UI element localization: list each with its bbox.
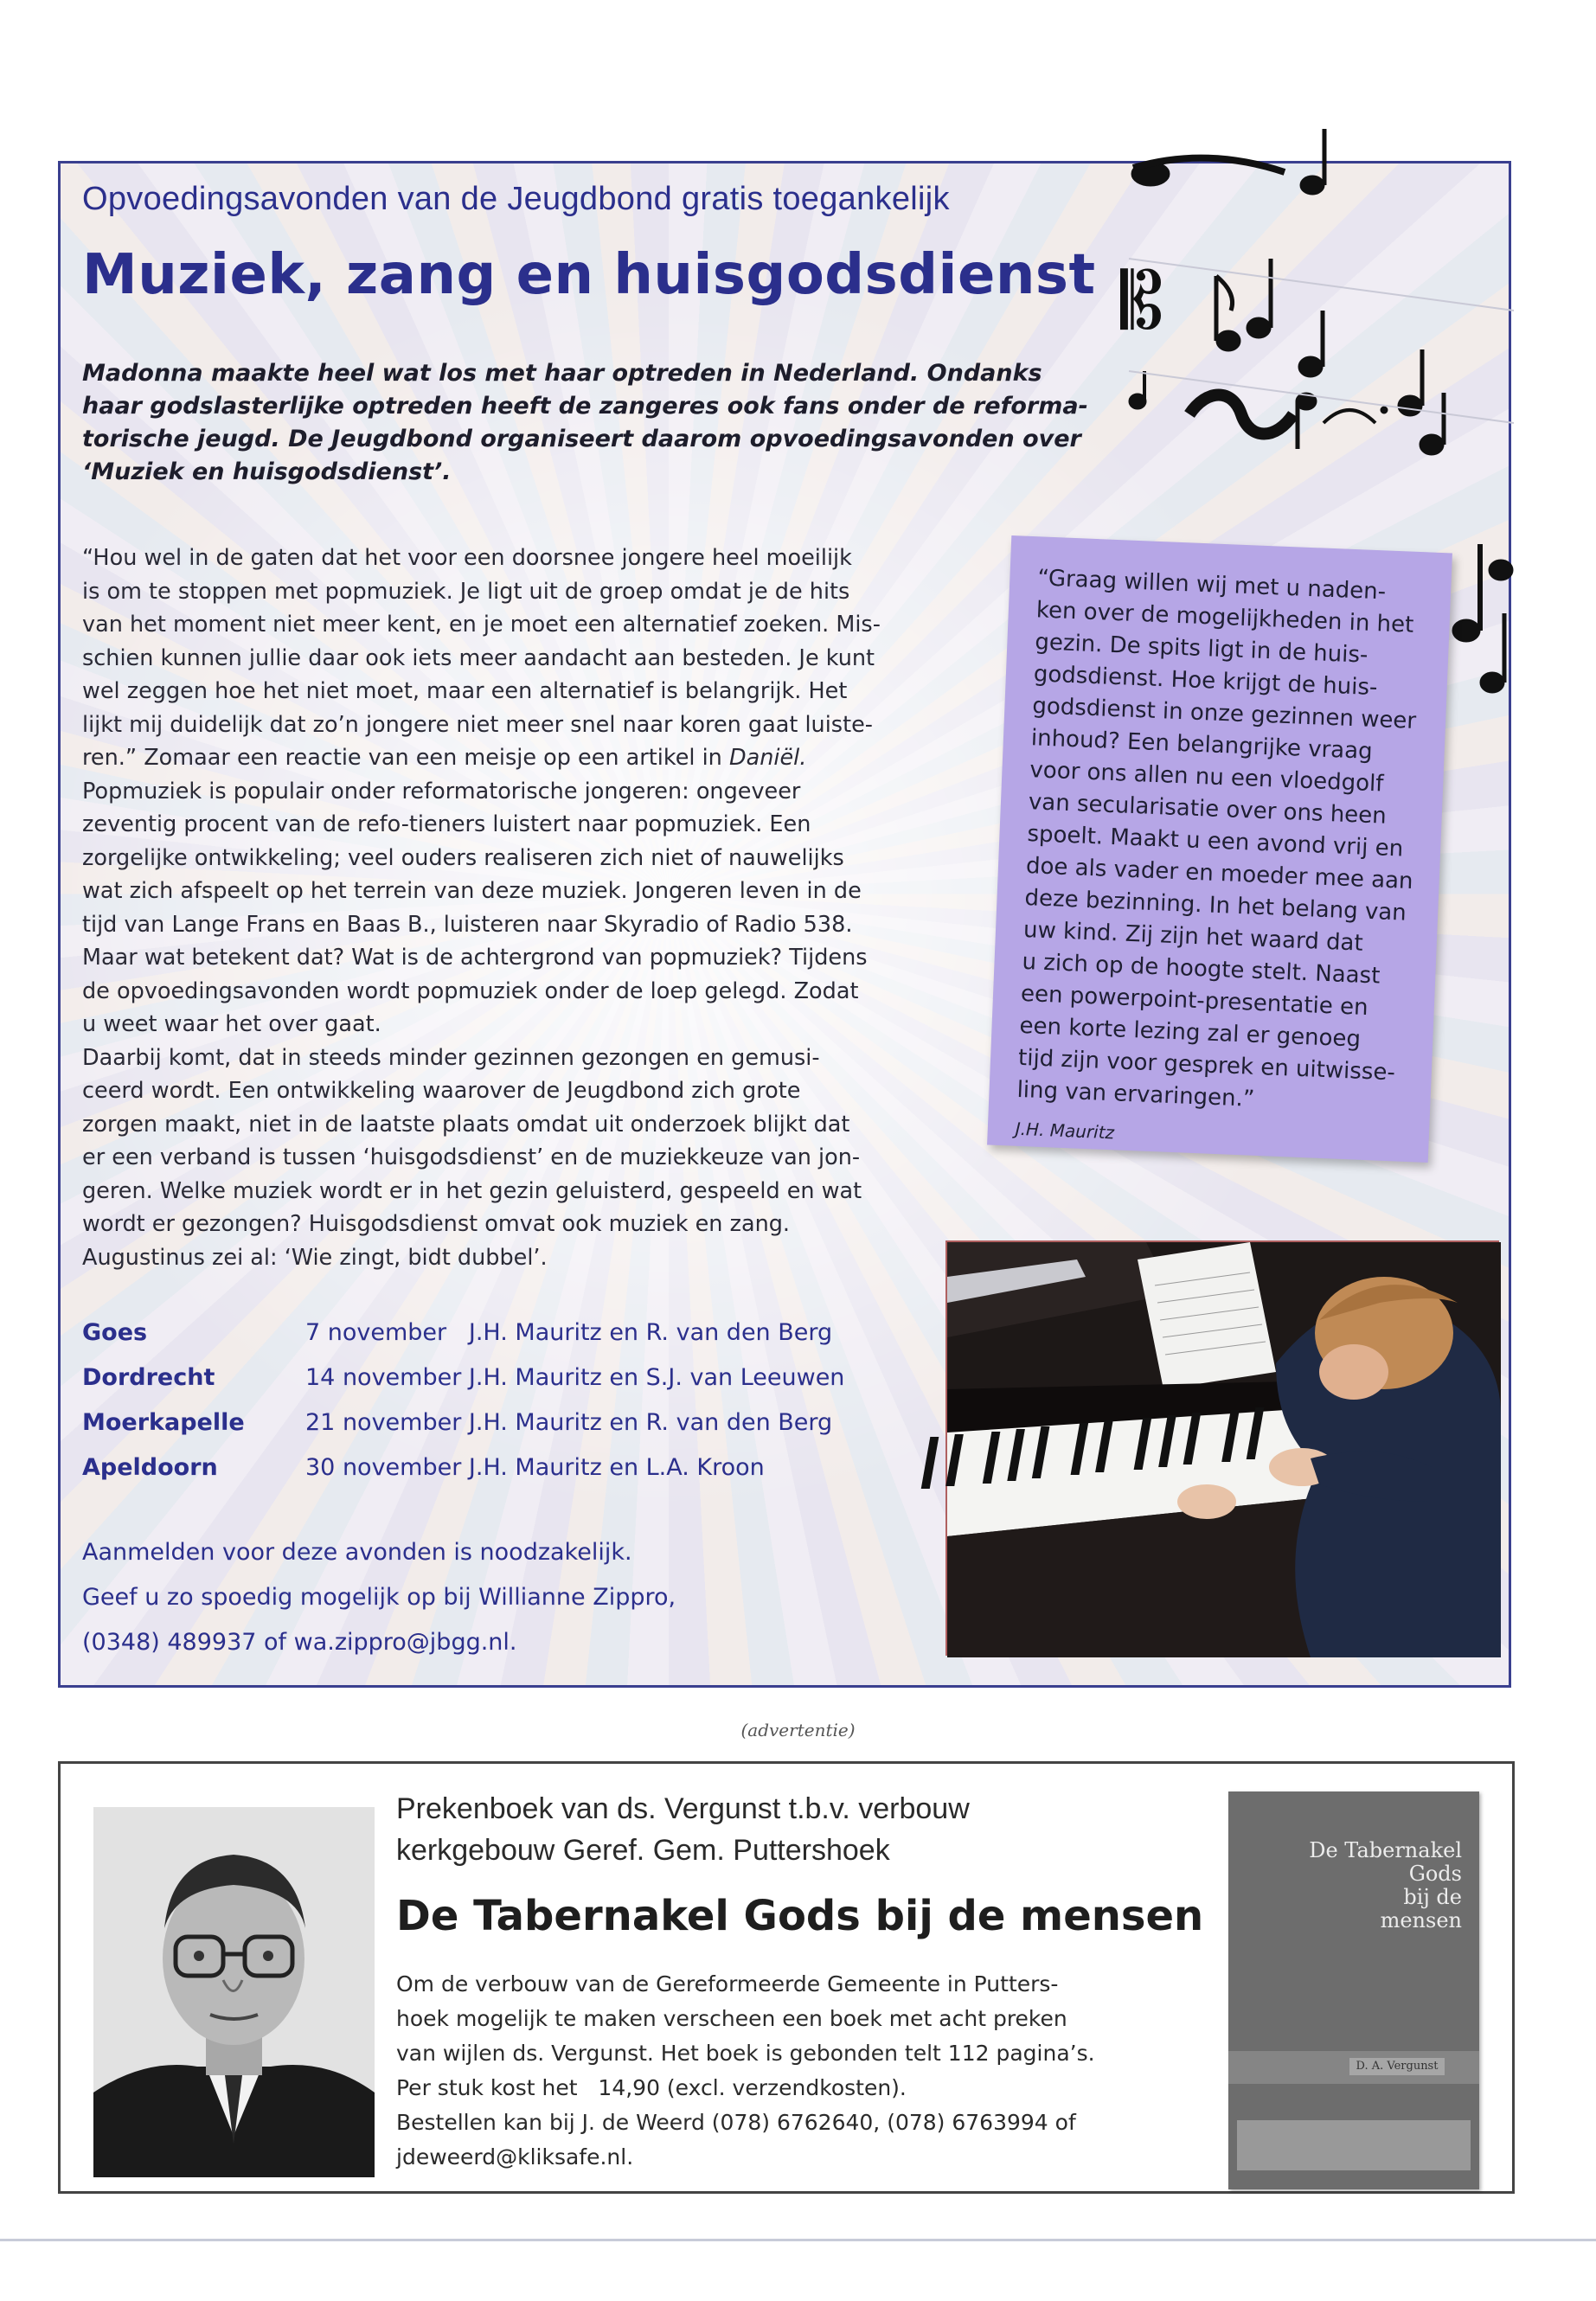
portrait-photo bbox=[93, 1807, 375, 2177]
ad-body-line: Bestellen kan bij J. de Weerd (078) 6762640, (078) 6763994 of bbox=[396, 2110, 1076, 2135]
body-line: Maar wat betekent dat? Wat is de achtergrond van popmuziek? Tijdens bbox=[82, 945, 868, 971]
book-cover bbox=[1228, 1791, 1479, 2189]
body-line: wel zeggen hoe het niet moet, maar een alternatief is belangrijk. Het bbox=[82, 678, 848, 704]
schedule-info: 21 november J.H. Mauritz en R. van den Berg bbox=[305, 1408, 833, 1436]
schedule-row bbox=[82, 1355, 965, 1400]
book-cover-author: D. A. Vergunst bbox=[1349, 2058, 1445, 2075]
headline: Muziek, zang en huisgodsdienst bbox=[82, 243, 1096, 307]
register-line: Aanmelden voor deze avonden is noodzakelijk. bbox=[82, 1539, 632, 1566]
body-line: “Hou wel in de gaten dat het voor een doorsnee jongere heel moeilijk bbox=[82, 545, 852, 571]
body-line: Popmuziek is populair onder reformatorische jongeren: ongeveer bbox=[82, 778, 801, 804]
quote-line: gezin. De spits ligt in de huis- bbox=[1034, 629, 1368, 669]
quote-line: van secularisatie over ons heen bbox=[1028, 789, 1388, 830]
ad-body-line: Per stuk kost het 14,90 (excl. verzendkosten). bbox=[396, 2075, 907, 2100]
schedule-info: 14 november J.H. Mauritz en S.J. van Leeuwen bbox=[305, 1363, 845, 1391]
body-line: geren. Welke muziek wordt er in het gezin geluisterd, gespeeld en wat bbox=[82, 1177, 862, 1204]
quote-line: een korte lezing zal er genoeg bbox=[1019, 1012, 1362, 1053]
schedule-list bbox=[82, 1310, 965, 1490]
advertisement-box bbox=[58, 1761, 1515, 2194]
intro-line: torische jeugd. De Jeugdbond organiseert daarom opvoedingsavonden over bbox=[82, 426, 1081, 452]
body-line: zeventig procent van de refo-tieners luistert naar popmuziek. Een bbox=[82, 811, 811, 837]
body-line: zorgelijke ontwikkeling; veel ouders realiseren zich niet of nauwelijks bbox=[82, 844, 844, 871]
body-line: zorgen maakt, niet in de laatste plaats omdat uit onderzoek blijkt dat bbox=[82, 1111, 850, 1138]
schedule-city: Moerkapelle bbox=[82, 1408, 245, 1436]
ad-body-line: jdeweerd@kliksafe.nl. bbox=[396, 2144, 634, 2170]
quote-line: inhoud? Een belangrijke vraag bbox=[1030, 725, 1374, 765]
article-box bbox=[58, 161, 1511, 1688]
ad-body-line: Om de verbouw van de Gereformeerde Gemeente in Putters- bbox=[396, 1971, 1059, 1997]
body-line: wat zich afspeelt op het terrein van deze muziek. Jongeren leven in de bbox=[82, 878, 862, 904]
quote-line: u zich op de hoogte stelt. Naast bbox=[1021, 948, 1381, 990]
body-text bbox=[82, 542, 969, 1274]
intro-line: ‘Muziek en huisgodsdienst’. bbox=[82, 458, 452, 485]
body-line: schien kunnen jullie daar ook iets meer aandacht aan besteden. Je kunt bbox=[82, 644, 875, 671]
schedule-row bbox=[82, 1445, 965, 1490]
quote-line: godsdienst. Hoe krijgt de huis- bbox=[1033, 661, 1378, 702]
quote-line: spoelt. Maakt u een avond vrij en bbox=[1026, 821, 1404, 862]
ad-body-line: van wijlen ds. Vergunst. Het boek is gebonden telt 112 pagina’s. bbox=[396, 2041, 1095, 2066]
magazine-name: Daniël. bbox=[728, 745, 807, 771]
ad-title: De Tabernakel Gods bij de mensen bbox=[396, 1892, 1204, 1940]
body-line: de opvoedingsavonden wordt popmuziek onder de loep gelegd. Zodat bbox=[82, 977, 859, 1004]
body-line: lijkt mij duidelijk dat zo’n jongere niet meer snel naar koren gaat luiste- bbox=[82, 711, 873, 738]
quote-line: ken over de mogelijkheden in het bbox=[1035, 597, 1414, 638]
ad-body bbox=[396, 1967, 1192, 2175]
schedule-info: 30 november J.H. Mauritz en L.A. Kroon bbox=[305, 1453, 765, 1481]
body-line: ceerd wordt. Een ontwikkeling waarover de Jeugdbond zich grote bbox=[82, 1078, 801, 1104]
ad-subtitle bbox=[396, 1788, 1175, 1871]
schedule-info: 7 november J.H. Mauritz en R. van den Berg bbox=[305, 1318, 833, 1346]
schedule-row bbox=[82, 1310, 965, 1355]
quote-line: een powerpoint-presentatie en bbox=[1020, 980, 1369, 1022]
quote-line: doe als vader en moeder mee aan bbox=[1025, 853, 1414, 894]
quote-line: deze bezinning. In het belang van bbox=[1023, 885, 1407, 926]
body-line: van het moment niet meer kent, en je moet een alternatief zoeken. Mis- bbox=[82, 612, 881, 638]
registration-info bbox=[82, 1530, 965, 1665]
schedule-city: Apeldoorn bbox=[82, 1453, 218, 1481]
body-line: Daarbij komt, dat in steeds minder gezinnen gezongen en gemusi- bbox=[82, 1044, 820, 1071]
quote-line: voor ons allen nu een vloedgolf bbox=[1029, 757, 1384, 798]
intro-line: Madonna maakte heel wat los met haar optreden in Nederland. Ondanks bbox=[82, 360, 1042, 387]
kicker: Opvoedingsavonden van de Jeugdbond gratis toegankelijk bbox=[82, 181, 950, 217]
quote-line: godsdienst in onze gezinnen weer bbox=[1031, 693, 1417, 734]
intro-line: haar godslasterlijke optreden heeft de zangeres ook fans onder de reforma- bbox=[82, 393, 1088, 420]
ad-body-line: hoek mogelijk te maken verscheen een boek met acht preken bbox=[396, 2006, 1067, 2031]
book-cover-ornament bbox=[1237, 2120, 1471, 2170]
svg-text:𝄡: 𝄡 bbox=[1120, 256, 1164, 347]
quote-box bbox=[987, 535, 1452, 1163]
body-line: ren.” Zomaar een reactie van een meisje op een artikel in Daniël. bbox=[82, 745, 807, 771]
quote-line: ling van ervaringen.” bbox=[1016, 1076, 1255, 1112]
schedule-city: Goes bbox=[82, 1318, 148, 1346]
ad-label: (advertentie) bbox=[740, 1720, 856, 1740]
piano-photo bbox=[945, 1240, 1499, 1656]
body-line: u weet waar het over gaat. bbox=[82, 1011, 381, 1037]
quote-line: uw kind. Zij zijn het waard dat bbox=[1022, 916, 1364, 957]
ad-subtitle-line: kerkgebouw Geref. Gem. Puttershoek bbox=[396, 1834, 890, 1867]
body-line: tijd van Lange Frans en Baas B., luisteren naar Skyradio of Radio 538. bbox=[82, 911, 853, 938]
quote-author: J.H. Mauritz bbox=[1015, 1118, 1115, 1144]
quote-line: “Graag willen wij met u naden- bbox=[1036, 565, 1387, 606]
register-line: (0348) 489937 of wa.zippro@jbgg.nl. bbox=[82, 1629, 517, 1656]
book-cover-title: De Tabernakel Gods bij de mensen bbox=[1309, 1838, 1462, 1932]
body-line: wordt er gezongen? Huisgodsdienst omvat ook muziek en zang. bbox=[82, 1211, 791, 1237]
intro-paragraph bbox=[82, 357, 1194, 489]
schedule-city: Dordrecht bbox=[82, 1363, 215, 1391]
page-bottom-rule bbox=[0, 2239, 1596, 2241]
quote-line: tijd zijn voor gesprek en uitwisse- bbox=[1017, 1044, 1396, 1086]
ad-subtitle-line: Prekenboek van ds. Vergunst t.b.v. verbouw bbox=[396, 1792, 970, 1825]
body-line: Augustinus zei al: ‘Wie zingt, bidt dubbel’. bbox=[82, 1244, 548, 1271]
body-line: er een verband is tussen ‘huisgodsdienst’ en de muziekkeuze van jon- bbox=[82, 1144, 861, 1170]
schedule-row bbox=[82, 1400, 965, 1445]
piano-photo-image bbox=[947, 1242, 1501, 1657]
body-line: is om te stoppen met popmuziek. Je ligt uit de groep omdat je de hits bbox=[82, 578, 850, 605]
register-line: Geef u zo spoedig mogelijk op bij Willianne Zippro, bbox=[82, 1584, 676, 1611]
portrait-image bbox=[93, 1807, 375, 2177]
